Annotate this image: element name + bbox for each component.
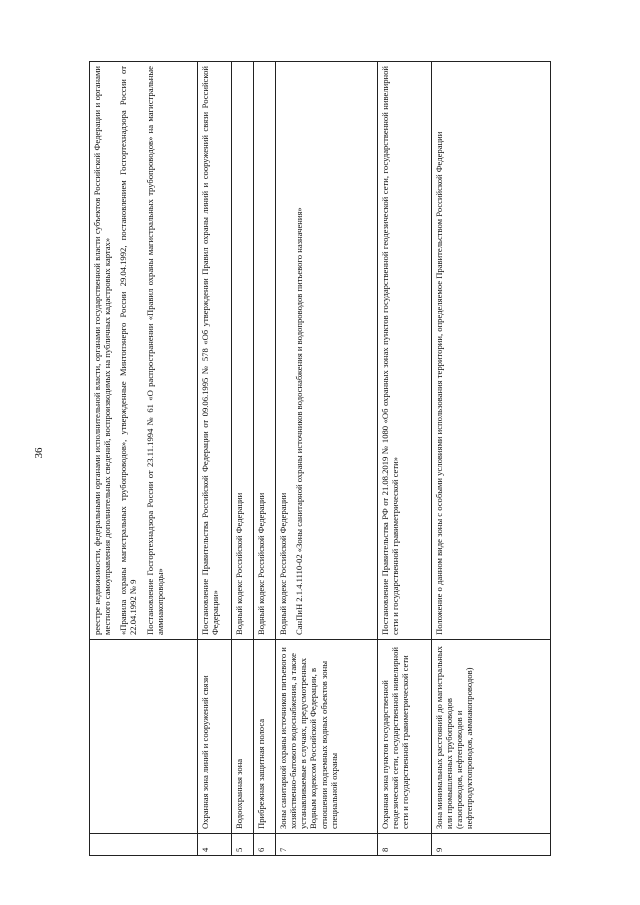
regulatory-documents	[276, 62, 378, 640]
document-text: Постановление Правительства РФ от 21.08.2019 № 1080 «Об охранных зонах пунктов государственной геодезической сети, государственной нивелирной сети и государственной гравиметрической сети»	[380, 66, 401, 635]
table-row	[254, 62, 276, 856]
regulatory-documents	[378, 62, 432, 640]
row-number: 5	[232, 834, 254, 856]
document-text: Постановление Правительства Российской Федерации от 09.06.1995 № 578 «Об утверждении Правил охраны линий и сооружений связи Российской Федерации»	[200, 66, 221, 635]
page-number: 36	[33, 447, 45, 459]
document-text: Водный кодекс Российской Федерации	[256, 492, 266, 635]
table-row	[276, 62, 378, 856]
document-text: Водный кодекс Российской Федерации	[278, 492, 288, 635]
row-number	[90, 834, 198, 856]
table-row	[432, 62, 551, 856]
table-row	[90, 62, 198, 856]
zones-table	[89, 61, 551, 856]
table-row	[378, 62, 432, 856]
document-text: Водный кодекс Российской Федерации	[234, 492, 244, 635]
document-text: «Правила охраны магистральных трубопроводов», утвержденные Минтопэнерго России 29.04.1992, постановлением Госгортехнадзора России от 22.04.1992 № 9	[118, 66, 139, 635]
regulatory-documents	[432, 62, 551, 640]
regulatory-documents	[254, 62, 276, 640]
row-number: 6	[254, 834, 276, 856]
regulatory-documents	[232, 62, 254, 640]
row-number: 9	[432, 834, 551, 856]
document-text: Положение о данном виде зоны с особыми условиями использования территории, определяемое Правительством Российской Федерации	[434, 131, 444, 635]
regulatory-documents	[198, 62, 232, 640]
zone-name: Охранная зона линий и сооружений связи	[198, 640, 232, 834]
table-row	[232, 62, 254, 856]
document-text: Постановление Госгортехнадзора России от 23.11.1994 № 61 «О распространении «Правил охраны магистральных трубопроводов» на магистральные аммиакопроводы»	[144, 66, 165, 635]
zones-table-rotated	[89, 61, 551, 856]
zone-name	[90, 640, 198, 834]
row-number: 8	[378, 834, 432, 856]
zone-name: Охранная зона пунктов государственной геодезической сети, государственной нивелирной сети и государственной гравиметрической сети	[378, 640, 432, 834]
zone-name: Зоны санитарной охраны источников питьевого и хозяйственно-бытового водоснабжения, а также устанавливаемые в случаях, предусмотренных Водным кодексом Российской Федерации, в отношении подземных водных объектов зоны специальной охраны	[276, 640, 378, 834]
regulatory-documents	[90, 62, 198, 640]
zone-name: Прибрежная защитная полоса	[254, 640, 276, 834]
zone-name: Зона минимальных расстояний до магистральных или промышленных трубопроводов (газопроводов, нефтепроводов и нефтепродуктопроводов, аммиакопроводов)	[432, 640, 551, 834]
row-number: 7	[276, 834, 378, 856]
row-number: 4	[198, 834, 232, 856]
table-row	[198, 62, 232, 856]
document-text: СанПиН 2.1.4.1110-02 «Зоны санитарной охраны источников водоснабжения и водопроводов питьевого назначения»	[294, 207, 305, 635]
zone-name: Водоохранная зона	[232, 640, 254, 834]
document-text: реестре недвижимости, федеральными органами исполнительной власти, органами государственной власти субъектов Российской Федерации и органами местного самоуправления дополнительных сведений, воспроизводимых на публичных кадастровых картах»	[92, 66, 113, 635]
